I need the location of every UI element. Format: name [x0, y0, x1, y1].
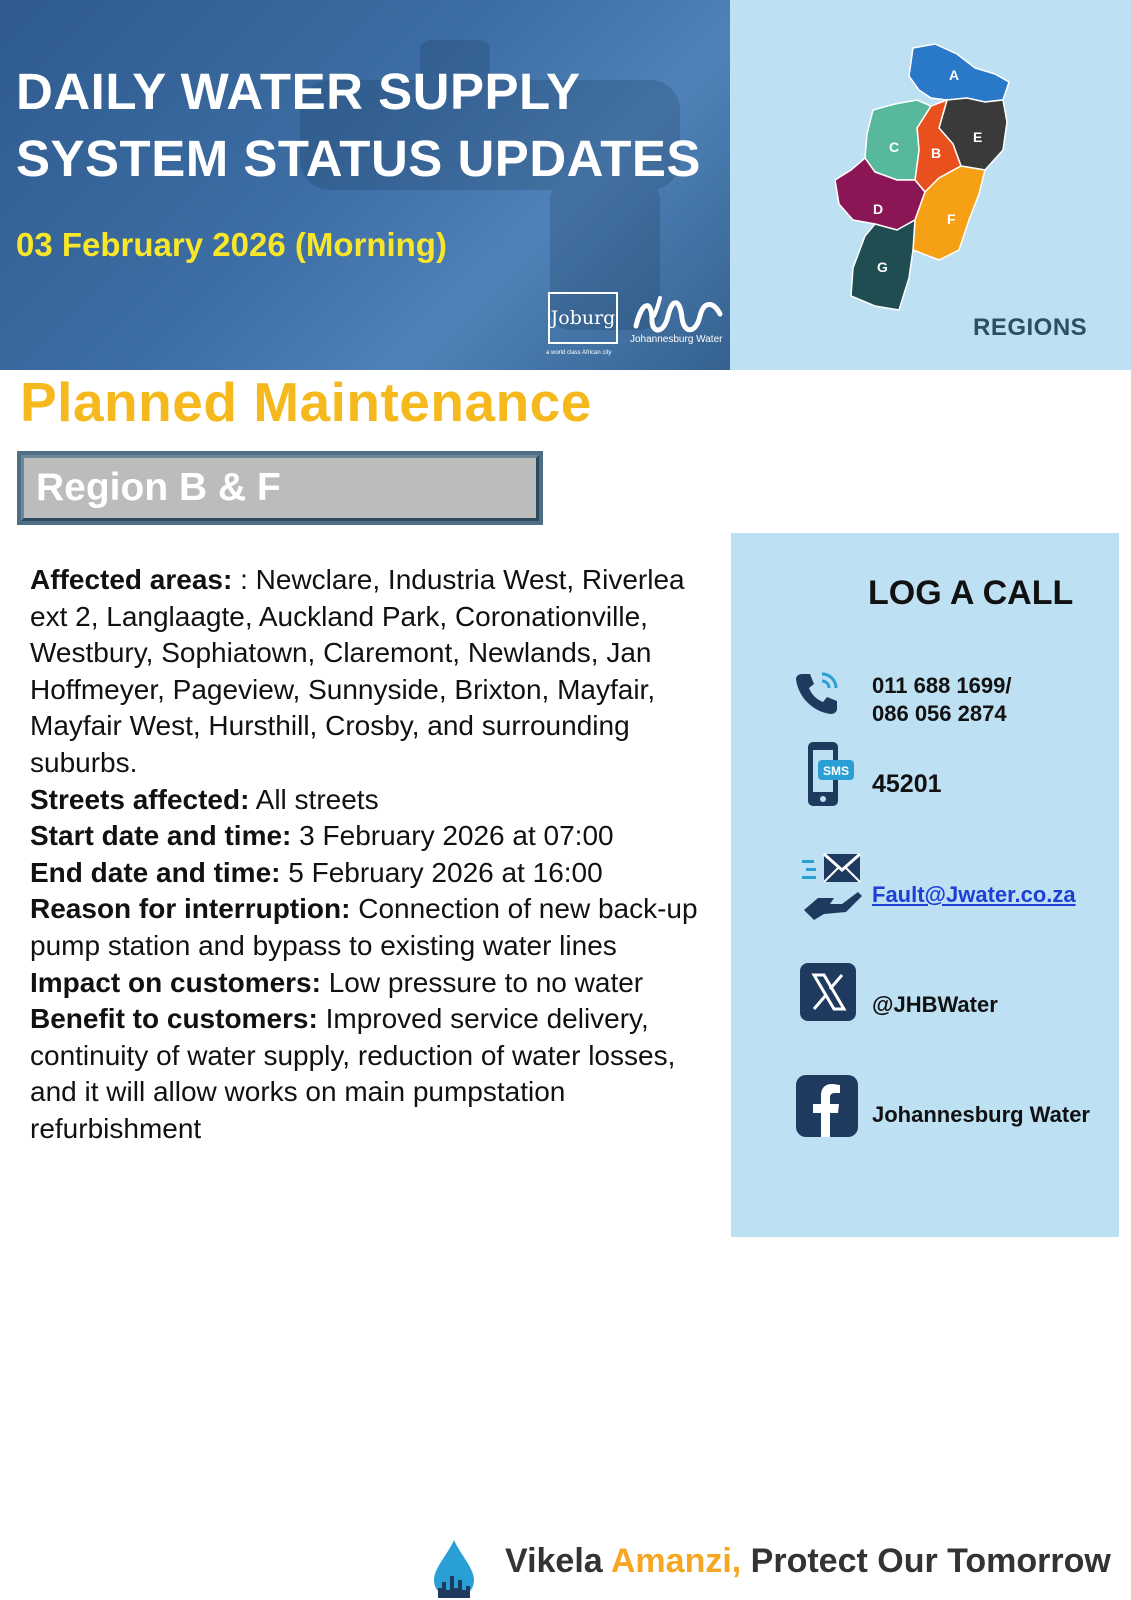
water-drop-icon [430, 1538, 478, 1600]
impact [30, 965, 700, 1002]
start-date-label: Start date and time: [30, 820, 292, 852]
region-f-label: F [947, 211, 956, 227]
email-link[interactable]: Fault@Jwater.co.za [872, 882, 1076, 907]
end-date [30, 855, 700, 892]
start-date [30, 818, 700, 855]
streets-affected-label: Streets affected: [30, 783, 250, 815]
reason-label: Reason for interruption: [30, 893, 351, 925]
slogan-part-2: Protect Our Tomorrow [741, 1542, 1111, 1580]
reason [30, 891, 700, 964]
affected-areas-value: : Newclare, Industria West, Riverlea ext 2, Langlaagte, Auckland Park, Coronationville, Westbury, Sophiatown, Claremont, Newlands, Jan Hoffmeyer, Pageview, Sunnyside, Brixton, Mayfair, Mayfair West, Hursthill, Crosby, and surrounding suburbs. [30, 564, 685, 778]
joburg-logo [548, 292, 618, 344]
streets-affected [30, 782, 700, 819]
region-d-label: D [873, 201, 884, 217]
phone-number-1[interactable]: 011 688 1699/ [872, 673, 1012, 698]
section-title: Planned Maintenance [20, 371, 592, 433]
impact-label: Impact on customers: [30, 966, 321, 998]
page-title [16, 58, 701, 192]
email-icon [800, 852, 864, 922]
maintenance-details [30, 562, 700, 1148]
joburg-logo-text: Joburg [550, 307, 616, 329]
regions-map [835, 40, 1035, 325]
affected-areas [30, 562, 700, 782]
region-g-label: G [877, 259, 888, 275]
benefit-label: Benefit to customers: [30, 1003, 318, 1035]
regions-label: REGIONS [973, 314, 1088, 341]
title-line-1: DAILY WATER SUPPLY [16, 63, 581, 120]
joburg-tagline: a world class African city [546, 350, 612, 356]
title-line-2: SYSTEM STATUS UPDATES [16, 130, 701, 187]
impact-value: Low pressure to no water [320, 966, 644, 998]
facebook-icon [796, 1075, 858, 1137]
region-c-label: C [889, 139, 900, 155]
affected-areas-label: Affected areas: [30, 564, 233, 595]
phone-number-2[interactable]: 086 056 2874 [872, 701, 1007, 726]
region-e-label: E [973, 129, 983, 145]
sms-number[interactable]: 45201 [872, 770, 942, 798]
phone-icon [792, 668, 842, 718]
benefit [30, 1001, 700, 1147]
region-box-label: Region B & F [21, 455, 539, 521]
facebook-page[interactable]: Johannesburg Water [872, 1102, 1090, 1127]
johannesburg-water-logo-text: Johannesburg Water [630, 334, 723, 345]
start-date-value: 3 February 2026 at 07:00 [291, 820, 614, 852]
header-banner [0, 0, 730, 370]
slogan-amanzi: Amanzi, [610, 1542, 742, 1580]
log-a-call-title: LOG A CALL [868, 574, 1074, 612]
region-a-label: A [949, 67, 960, 83]
end-date-value: 5 February 2026 at 16:00 [280, 856, 603, 888]
footer-slogan [505, 1542, 1111, 1581]
region-b-label: B [931, 145, 942, 161]
end-date-label: End date and time: [30, 856, 281, 888]
x-twitter-icon [800, 963, 856, 1021]
phone-numbers[interactable] [872, 672, 1011, 728]
update-date: 03 February 2026 (Morning) [16, 226, 447, 263]
reason-value: Connection of new back-up pump station and bypass to existing water lines [30, 893, 698, 961]
benefit-value: Improved service delivery, continuity of water supply, reduction of water losses, and it will allow works on main pumpstation refurbishment [30, 1003, 676, 1144]
sms-icon [804, 740, 860, 808]
streets-affected-value: All streets [249, 783, 379, 815]
region-box [17, 451, 543, 525]
sms-icon-label: SMS [822, 764, 850, 778]
x-handle[interactable]: @JHBWater [872, 992, 998, 1017]
slogan-part-1: Vikela [505, 1542, 611, 1580]
